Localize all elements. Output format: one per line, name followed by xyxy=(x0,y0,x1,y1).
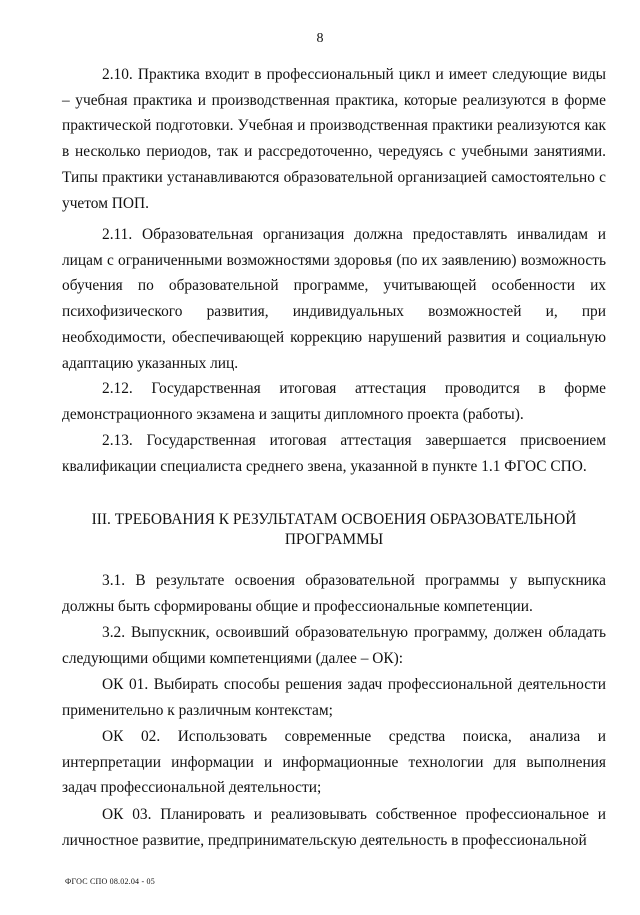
paragraph-2-13: 2.13. Государственная итоговая аттестация завершается присвоением квалификации специалиста среднего звена, указанной в пункте 1.1 ФГОС СПО. xyxy=(62,432,606,475)
paragraph-2-10: 2.10. Практика входит в профессиональный цикл и имеет следующие виды – учебная практика и производственная практика, которые реализуются в форме практической подготовки. Учебная и производственная практики реализуются как в несколько периодов, так и рассредоточенно, чередуясь с учебными занятиями. Типы практики устанавливаются образовательной организацией самостоятельно с учетом ПОП. xyxy=(62,66,606,212)
paragraph-2-12: 2.12. Государственная итоговая аттестация проводится в форме демонстрационного экзамена и защиты дипломного проекта (работы). xyxy=(62,380,606,423)
paragraph-3-2: 3.2. Выпускник, освоивший образовательную программу, должен обладать следующими общими компетенциями (далее – ОК): xyxy=(62,624,606,667)
footer-document-code: ФГОС СПО 08.02.04 - 05 xyxy=(65,877,155,886)
paragraph-ok-03: ОК 03. Планировать и реализовывать собственное профессиональное и личностное развитие, предпринимательскую деятельность в профессиональной xyxy=(62,806,606,849)
paragraph-3-1: 3.1. В результате освоения образовательной программы у выпускника должны быть сформированы общие и профессиональные компетенции. xyxy=(62,572,606,615)
page-number: 8 xyxy=(316,31,324,46)
paragraph-2-11: 2.11. Образовательная организация должна предоставлять инвалидам и лицам с ограниченными возможностями здоровья (по их заявлению) возможность обучения по образовательной программе, учитывающей особенности их психофизического развития, индивидуальных возможностей и, при необходимости, обеспечивающей коррекцию нарушений развития и социальную адаптацию указанных лиц. xyxy=(62,226,606,372)
paragraph-ok-02: ОК 02. Использовать современные средства поиска, анализа и интерпретации информации и информационные технологии для выполнения задач профессиональной деятельности; xyxy=(62,728,606,797)
paragraph-ok-01: ОК 01. Выбирать способы решения задач профессиональной деятельности применительно к различным контекстам; xyxy=(62,676,606,719)
section-heading: III. ТРЕБОВАНИЯ К РЕЗУЛЬТАТАМ ОСВОЕНИЯ ОБРАЗОВАТЕЛЬНОЙ ПРОГРАММЫ xyxy=(91,511,577,548)
